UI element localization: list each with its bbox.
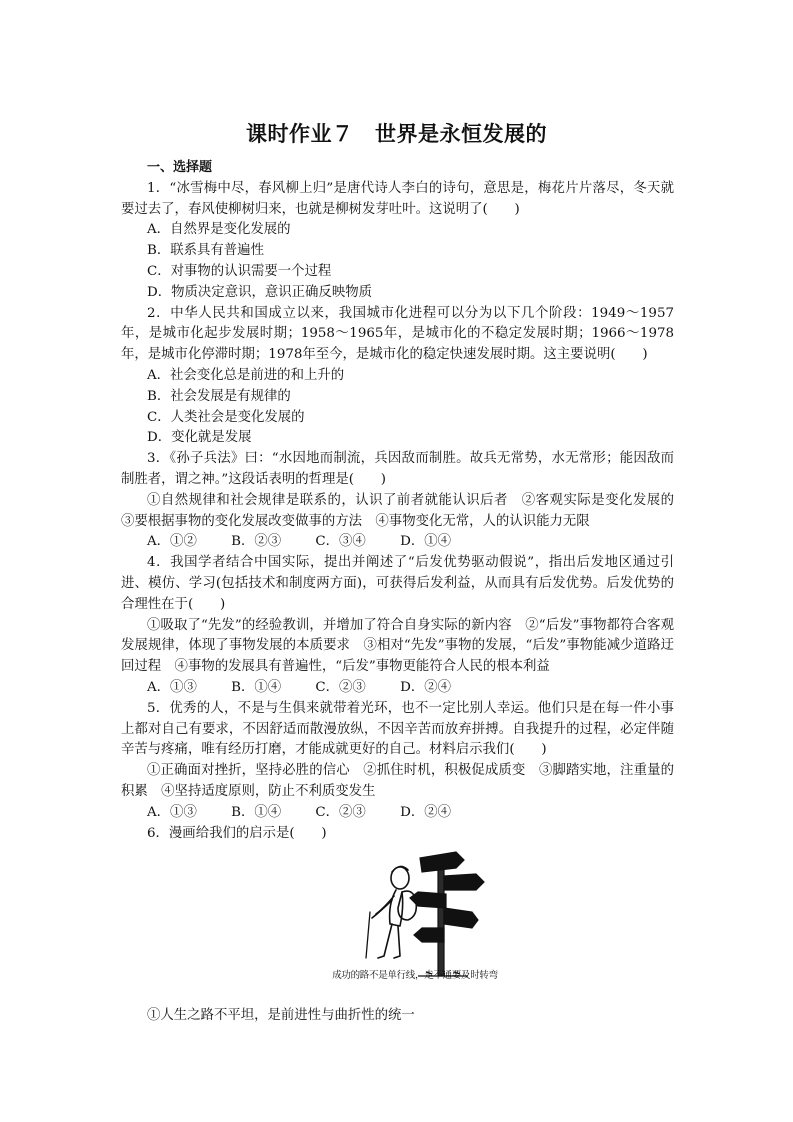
question-3-choice-c[interactable]: C．③④	[315, 534, 366, 550]
cartoon-caption: 成功的路不是单行线，走不通要及时转弯	[332, 970, 498, 981]
question-2-option-b[interactable]: B．社会发展是有规律的	[147, 388, 291, 404]
question-1-option-c[interactable]: C．对事物的认识需要一个过程	[147, 263, 332, 279]
question-5-choice-c[interactable]: C．②③	[315, 804, 366, 820]
question-2-option-a[interactable]: A．社会变化总是前进的和上升的	[147, 367, 345, 383]
question-4-choices	[121, 678, 674, 699]
question-5-stem: 5．优秀的人，不是与生俱来就带着光环，也不一定比别人幸运。他们只是在每一件小事上都对自己有要求，不因舒适而散漫放纵，不因辛苦而放弃拼搏。自我提升的过程，必定伴随辛苦与疼痛，唯有经历打磨，才能成就更好的自己。材料启示我们( )	[121, 700, 674, 758]
question-5-choice-d[interactable]: D．②④	[400, 804, 451, 820]
question-3-items: ①自然规律和社会规律是联系的，认识了前者就能认识后者 ②客观实际是变化发展的 ③要根据事物的变化发展改变做事的方法 ④事物变化无常，人的认识能力无限	[121, 492, 688, 529]
section-heading: 一、选择题	[147, 160, 213, 175]
question-4-choice-a[interactable]: A．①③	[147, 679, 197, 695]
question-3-choices	[121, 532, 674, 553]
question-4-stem: 4．我国学者结合中国实际，提出并阐述了“后发优势驱动假说”，指出后发地区通过引进、模仿、学习(包括技术和制度两方面)，可获得后发利益，从而具有后发优势。后发优势的合理性在于( )	[121, 555, 674, 612]
question-3-choice-a[interactable]: A．①②	[147, 534, 197, 550]
cartoon-illustration	[348, 848, 508, 986]
question-1-option-b[interactable]: B．联系具有普遍性	[147, 243, 264, 259]
question-3-choice-b[interactable]: B．②③	[231, 534, 282, 550]
question-5-items: ①正确面对挫折，坚持必胜的信心 ②抓住时机，积极促成质变 ③脚踏实地，注重量的积累 ④坚持适度原则，防止不利质变发生	[121, 763, 674, 799]
question-4-items: ①吸取了“先发”的经验教训，并增加了符合自身实际的新内容 ②“后发”事物都符合客观发展规律，体现了事物发展的本质要求 ③相对“先发”事物的发展，“后发”事物能减少道路迂回过程 ④事物的发展具有普遍性，“后发”事物更能符合人民的根本利益	[121, 617, 674, 675]
question-5-choice-a[interactable]: A．①③	[147, 804, 197, 820]
question-6-item-1: ①人生之路不平坦，是前进性与曲折性的统一	[147, 1008, 415, 1024]
question-4-choice-b[interactable]: B．①④	[231, 679, 282, 695]
question-4-choice-d[interactable]: D．②④	[400, 679, 451, 695]
question-1-option-d[interactable]: D．物质决定意识，意识正确反映物质	[147, 284, 372, 300]
question-2-option-c[interactable]: C．人类社会是变化发展的	[147, 409, 305, 425]
question-3-choice-d[interactable]: D．①④	[400, 534, 451, 550]
question-5-choices	[121, 803, 674, 824]
question-5-choice-b[interactable]: B．①④	[231, 804, 282, 820]
question-1-stem: 1．“冰雪梅中尽，春风柳上归”是唐代诗人李白的诗句，意思是，梅花片片落尽，冬天就要过去了，春风使柳树归来，也就是柳树发芽吐叶。这说明了( )	[121, 180, 674, 217]
page-title: 课时作业７ 世界是永恒发展的	[246, 122, 547, 146]
question-1-option-a[interactable]: A．自然界是变化发展的	[147, 222, 291, 238]
question-3-stem: 3．《孙子兵法》曰：“水因地而制流，兵因敌而制胜。故兵无常势，水无常形；能因敌而制胜者，谓之神。”这段话表明的哲理是( )	[121, 451, 674, 487]
signpost	[410, 852, 484, 976]
question-list	[121, 158, 688, 844]
question-2-option-d[interactable]: D．变化就是发展	[147, 430, 252, 446]
question-2-stem: 2．中华人民共和国成立以来，我国城市化进程可以分为以下几个阶段：1949～1957年，是城市化起步发展时期；1958～1965年，是城市化的不稳定发展时期；1966～1978年，是城市化停滞时期；1978年至今，是城市化的稳定快速发展时期。这主要说明( )	[121, 305, 674, 363]
question-4-choice-c[interactable]: C．②③	[315, 679, 366, 695]
question-6-stem: 6．漫画给我们的启示是( )	[147, 825, 327, 841]
